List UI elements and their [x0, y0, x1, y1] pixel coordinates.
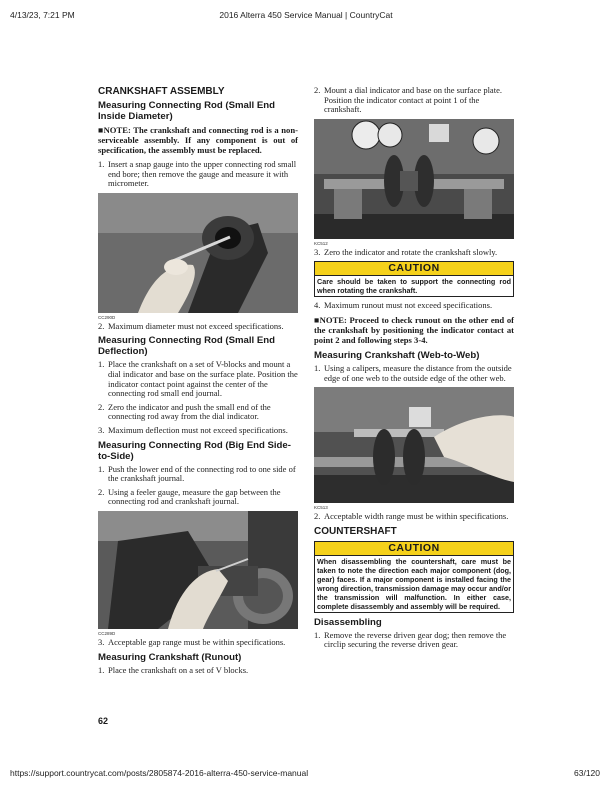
step-text: Insert a snap gauge into the upper connecting rod small end bore; then remove the gauge and measure it with micrometer. — [108, 159, 297, 189]
steps-big-end-b — [98, 638, 298, 648]
subhead-small-end-deflection: Measuring Connecting Rod (Small End Deflection) — [98, 335, 275, 358]
step-text: Using a feeler gauge, measure the gap between the connecting rod and crankshaft journal. — [108, 486, 281, 507]
step-text: Using a calipers, measure the distance from the outside edge of one web to the outside edge of the other web. — [324, 362, 512, 383]
note-non-serviceable: ■NOTE: The crankshaft and connecting rod is a non-serviceable assembly. If any component is out of specification, the assembly must be replaced. — [98, 125, 298, 155]
print-page-title: 2016 Alterra 450 Service Manual | CountryCat — [219, 10, 393, 20]
step-number: 3. — [314, 246, 321, 257]
feeler-gauge-photo-illustration — [98, 511, 298, 629]
step-item — [314, 86, 514, 115]
steps-small-end-diameter — [98, 160, 298, 189]
page-number: 62 — [98, 716, 109, 726]
subhead-web-to-web: Measuring Crankshaft (Web-to-Web) — [314, 349, 480, 361]
photo-feeler-gauge — [98, 511, 298, 629]
steps-small-end-deflection — [98, 360, 298, 435]
subhead-small-end-inside-diameter: Measuring Connecting Rod (Small End Inside Diameter) — [98, 100, 275, 122]
photo-snap-gauge — [98, 193, 298, 313]
step-item — [314, 248, 514, 258]
step-number: 1. — [98, 463, 105, 474]
step-item — [98, 426, 298, 436]
steps-web-to-web — [314, 364, 514, 383]
step-item — [98, 666, 298, 676]
step-item — [98, 465, 298, 484]
step-number: 3. — [98, 424, 105, 435]
dial-indicator-photo-illustration — [314, 119, 514, 239]
step-text: Maximum runout must not exceed specifications. — [324, 300, 493, 311]
photo-code-cc290d: CC290D — [98, 314, 116, 320]
print-timestamp: 4/13/23, 7:21 PM — [10, 10, 75, 20]
steps-web-to-web-b — [314, 512, 514, 522]
steps-runout-b — [314, 248, 514, 258]
photo-code-kc512: KC512 — [314, 240, 328, 246]
step-number: 2. — [98, 401, 105, 412]
step-item — [98, 360, 298, 398]
subhead-crankshaft-runout: Measuring Crankshaft (Runout) — [98, 651, 242, 663]
caution-text: Care should be taken to support the connecting rod when rotating the crankshaft. — [317, 277, 511, 296]
step-item — [98, 160, 298, 189]
photo-code-kc513: KC513 — [314, 505, 328, 511]
section-title-countershaft: COUNTERSHAFT — [314, 525, 397, 537]
print-url-text: https://support.countrycat.com/posts/2805874-2016-alterra-450-service-manual — [10, 768, 309, 778]
step-number: 1. — [98, 359, 105, 370]
subhead-disassembling: Disassembling — [314, 616, 382, 628]
step-text: Remove the reverse driven gear dog; then remove the circlip securing the reverse driven gear. — [324, 629, 507, 650]
steps-runout-c — [314, 301, 514, 311]
step-text: Zero the indicator and rotate the crankshaft slowly. — [324, 246, 498, 257]
caution-title: CAUTION — [315, 542, 513, 556]
step-text: Place the crankshaft on a set of V blocks. — [108, 664, 249, 675]
step-item — [98, 488, 298, 507]
steps-runout-a — [314, 86, 514, 115]
step-number: 2. — [314, 85, 321, 95]
step-text: Zero the indicator and push the small end of the connecting rod away from the dial indicator. — [108, 401, 271, 422]
step-item — [98, 403, 298, 422]
step-text: Push the lower end of the connecting rod to one side of the crankshaft journal. — [108, 463, 296, 484]
left-column — [98, 86, 298, 679]
step-item — [314, 631, 514, 650]
note-runout-other-end: ■NOTE: Proceed to check runout on the other end of the crankshaft by positioning the indicator contact at point 2 and following steps 3-4. — [314, 314, 514, 345]
photo-calipers — [314, 387, 514, 503]
step-number: 1. — [314, 629, 321, 640]
step-item — [314, 364, 514, 383]
step-number: 1. — [98, 664, 105, 675]
calipers-photo-illustration — [314, 387, 514, 503]
snap-gauge-photo-illustration — [98, 193, 298, 313]
step-item — [98, 322, 298, 332]
step-number: 2. — [314, 511, 321, 522]
step-text: Maximum diameter must not exceed specifications. — [108, 320, 284, 331]
photo-code-cc289d: CC289D — [98, 630, 116, 636]
step-number: 2. — [98, 486, 105, 497]
step-item — [314, 301, 514, 311]
step-number: 1. — [314, 362, 321, 373]
step-text: Maximum deflection must not exceed specifications. — [108, 424, 288, 435]
print-page-count: 63/120 — [574, 768, 600, 778]
step-text: Acceptable gap range must be within specifications. — [108, 636, 286, 647]
steps-disassembling — [314, 631, 514, 650]
step-number: 1. — [98, 159, 105, 169]
steps-small-end-diameter-b — [98, 322, 298, 332]
right-column — [314, 86, 514, 654]
steps-big-end — [98, 465, 298, 507]
step-number: 3. — [98, 636, 105, 647]
step-text: Acceptable width range must be within specifications. — [324, 511, 509, 522]
caution-text: When disassembling the countershaft, care must be taken to note the direction each major component (dog, gear) faces. If a major component is installed facing the wrong direction, transmission damage may occur and/or the transmission will malfunction. In either case, complete disassembly and assembly will be required. — [317, 556, 511, 611]
steps-runout-left — [98, 666, 298, 676]
step-text: Place the crankshaft on a set of V-blocks and mount a dial indicator and base on the surface plate. Position the indicator contact point against the center of the connecting rod small end journal. — [108, 359, 298, 399]
caution-box-countershaft — [314, 541, 514, 613]
caution-title: CAUTION — [315, 262, 513, 276]
photo-dial-indicator — [314, 119, 514, 239]
step-number: 4. — [314, 300, 321, 311]
step-item — [314, 512, 514, 522]
subhead-big-end-side-to-side: Measuring Connecting Rod (Big End Side-to-Side) — [98, 439, 291, 462]
step-text: Mount a dial indicator and base on the surface plate. Position the indicator contact at point 1 of the crankshaft. — [324, 85, 502, 115]
step-item — [98, 638, 298, 648]
section-title-crankshaft-assembly: CRANKSHAFT ASSEMBLY — [98, 86, 225, 97]
caution-box-connecting-rod — [314, 261, 514, 297]
print-url — [10, 768, 308, 778]
step-number: 2. — [98, 320, 105, 331]
